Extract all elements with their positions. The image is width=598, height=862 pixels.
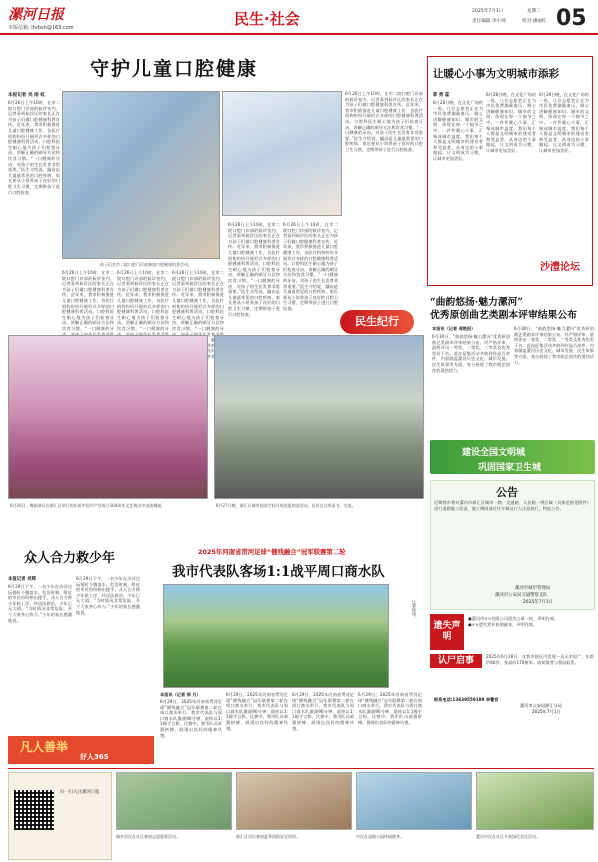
story3-body-col1: 6月29日下午，一名少年在沙河边玩耍时不慎落水。危急时刻，附近的市民纷纷伸出援手，众人合力将少年救上岸。经送医救治，少年已无大碍。“当时情况非常危险，多亏大家齐心协力。”少年的家长感激地说。 — [8, 584, 72, 623]
football-photo — [163, 584, 389, 688]
newspaper-logo: 漯河日报 — [8, 7, 64, 23]
commentary-body-col2: 6月28日晚，在文化广场的一角，几位志愿者正在为市民免费测量血压，耐心讲解健康知识。城市的文明，体现在每一个细节之中。一件件暖心小事，汇聚成城市温度。我们每个人都是文明城市的建设者和受益者，从身边的小事做起，让文明成为习惯，让城市更加美好。 — [486, 92, 536, 153]
lead-body-col1: 6月26日上午10时，在市二院口腔门诊部的候诊室内，记者看到候诊区的家长正在为孩子们做口腔健康科普宣传。近年来，我市积极推进儿童口腔健康工作，各医疗机构纷纷开展形式多样的口腔健康科普活动。口腔科医生耐心地为孩子们检查牙齿，讲解正确的刷牙方法和饮食习惯。“一口健康的牙齿，对孩子的生长发育非常重要。”医生介绍说，龋齿是儿童最常见的口腔疾病，家长要从小培养孩子良好的口腔卫生习惯，定期带孩子进行口腔检查。 — [8, 100, 60, 195]
story4-body-col2: 6月29日，2025年河南省贯河足球“健残融合”冠军联赛第二轮在周口商水举行。我市代表队与周口商水队激战90分钟，最终以1:1握手言和。比赛中，我市队员顽强拼搏，展现出良好的精神风貌。 — [226, 692, 288, 731]
lead-body-col2: 6月26日上午10时，在市二院口腔门诊部的候诊室内，记者看到候诊区的家长正在为孩子们做口腔健康科普宣传。近年来，我市积极推进儿童口腔健康工作，各医疗机构纷纷开展形式多样的口腔健康科普活动。口腔科医生耐心地为孩子们检查牙齿，讲解正确的刷牙方法和饮食习惯。“一口健康的牙 — [62, 270, 114, 331]
section-email: 本版信箱: lhrbsh@163.com — [8, 25, 74, 31]
bottom-photo-2 — [236, 772, 352, 830]
lead-body-col4: 6月26日上午10时，在市二院口腔门诊部的候诊室内，记者看到候诊区的家长正在为孩子们做口腔健康科普宣传。近年来，我市积极推进儿童口腔健康工作，各医疗机构纷纷开展形式多样的口腔健康科普活动。口腔科医生耐心地为孩子们检查牙齿，讲解正确的刷牙方法和饮食习惯。“一口健康的牙 长发育 说，龋 腔疾病 良 带 — [172, 270, 224, 359]
notice-title: 公告 — [496, 486, 518, 499]
masthead-rule — [0, 33, 598, 35]
bottom-rule — [8, 768, 594, 769]
story2-headline: “曲韵悠扬·魅力漯河” 优秀原创曲艺类剧本评审结果公布 — [430, 297, 577, 321]
story3-headline: 众人合力救少年 — [24, 551, 116, 566]
kindness-ad-title: 凡人善举 — [20, 740, 69, 754]
story4-body-col3: 6月29日，2025年河南省贯河足球“健残融合”冠军联赛第二轮在周口商水举行。我市代表队与周口商水队激战90分钟，最终以1:1握手言和。比赛中，我市队员顽强拼搏，展现出良好的精神风貌。 — [292, 692, 354, 731]
commentary-headline: 让暖心小事为文明城市添彩 — [433, 68, 559, 80]
lost-body: ●漯河市××有限公司遗失公章一枚，声明作废。 ●××遗失营业执照副本，声明作废。 — [468, 616, 559, 627]
dance-caption: 6月26日，舞蹈演员在源汇区举行的庆祝中国共产党成立104周年文艺演出中表演舞蹈。 — [10, 503, 166, 508]
story2-byline: 本报讯（记者 邢艳阳） — [432, 326, 476, 331]
corpse-notice-org: 漯河市公安局源汇分局 — [520, 703, 562, 708]
lead-photo — [62, 91, 220, 259]
bottom-caption-2: 源汇区居民参加夏季消防安全培训。 — [236, 834, 300, 839]
lost-label: 遗失声明 — [430, 614, 464, 650]
bottom-photo-4 — [476, 772, 594, 830]
commentary-body-col1: 6月28日晚，在文化广场的一角，几位志愿者正在为市民免费测量血压，耐心讲解健康知识。城市的文明，体现在每一个细节之中。一件件暖心小事，汇聚成城市温度。我们每个人都是文明城市的建设者和受益者，从身边的小事做起，让文明成为习惯，让城市更加美好。 — [433, 100, 483, 161]
story4-headline: 我市代表队客场1:1战平周口商水队 — [172, 564, 385, 580]
forum-logo: 沙澧论坛 — [540, 262, 580, 273]
kindness-ad-subtitle: 好人365 — [80, 753, 109, 761]
lead-body-col5: 6月26日上午10时，在市二院口腔门诊部的候诊室内，记者看到候诊区的家长正在为孩子们做口腔健康科普宣传。近年来，我市积极推进儿童口腔健康工作，各医疗机构纷纷开展形式多样的口腔健康科普活动。口腔科医生耐心地为孩子们检查牙齿，讲解正确的刷牙方法和饮食习惯。“一口健康的牙齿，对孩子的生长发育非常重要。”医生介绍说，龋齿是儿童最常见的口腔疾病，家长要从小培养孩子良好的口腔卫生习惯，定期带孩子进行口腔检查。 — [228, 222, 280, 317]
commentary-body-col3: 6月28日晚，在文化广场的一角，几位志愿者正在为市民免费测量血压，耐心讲解健康知识。城市的文明，体现在每一个细节之中。一件件暖心小事，汇聚成城市温度。我们每个人都是文明城市的建设者和受益者，从身边的小事做起，让文明成为习惯，让城市更加美好。 — [539, 92, 589, 153]
story3-body-col2: 6月29日下午，一名少年在沙河边玩耍时不慎落水。危急时刻，附近的市民纷纷伸出援手，众人合力将少年救上岸。经送医救治，少年已无大碍。“当时情况非常危险，多亏大家齐心协力。”少年的家长感激地说。 — [76, 576, 140, 615]
lead-byline: 本报记者 吴 雨 虹 — [8, 93, 45, 98]
lead-headline: 守护儿童口腔健康 — [90, 58, 259, 80]
commentary-byline: 郭 勇 蕊 — [433, 93, 450, 98]
corpse-notice-label: 认尸启事 — [430, 654, 482, 668]
bottom-caption-1: 城乡居民在社区参加志愿服务活动。 — [116, 834, 180, 839]
issue-weekday: 星期二 — [527, 9, 541, 14]
reading-caption: 6月27日晚，源汇区城市阅读空间开展消夏纳凉活动，居民在这里看书、交流。 — [216, 503, 356, 508]
reading-space-photo — [214, 335, 424, 499]
corpse-notice-body: 2025年6月28日，在我市辖区内发现一具无名男尸，年龄约60岁，身高约170厘米。请知情者与我局联系。 — [486, 654, 594, 665]
qr-label: 扫一扫关注漯河日报 — [60, 790, 100, 795]
story3-byline: 本报记者 肖辉 — [8, 577, 36, 582]
story2-body-col1: 6月30日，“曲韵悠扬·魅力漯河”优秀原创曲艺类剧本评审结果公布。经严格评审，最终评出一等奖、二等奖、三等奖及优秀奖若干名。此次征集活动共收到作品百余件，内容涵盖漯河历史文化、城市发展、民生故事等方面，充分展现了我市曲艺创作的蓬勃活力。 — [432, 334, 510, 373]
corpse-notice-contact: 联系电话:13839559189 李警官 — [434, 697, 499, 702]
minsheng-label: 民生纪行 — [340, 310, 414, 334]
bottom-caption-4: 漯河市民在社区开展绿化美化活动。 — [476, 834, 540, 839]
editor-credit: 责任编辑:李小帅 — [472, 19, 506, 24]
corpse-notice-date: 2025年7月1日 — [532, 709, 561, 714]
dentist-photo — [222, 91, 342, 216]
football-caption: 比赛现场。 — [412, 600, 417, 620]
story4-byline: 本报讯（记者 邢 月） — [160, 692, 201, 697]
story2-body-col2: 6月30日，“曲韵悠扬·魅力漯河”优秀原创曲艺类剧本评审结果公布。经严格评审，最终评出一等奖、二等奖、三等奖及优秀奖若干名。此次征集活动共收到作品百余件，内容涵盖漯河历史文化、城市发展、民生故事等方面，充分展现了我市曲艺创作的蓬勃活力。 — [514, 326, 594, 365]
bottom-caption-3: 市民在湿地公园休闲健身。 — [356, 834, 404, 839]
civilization-banner-line2: 巩固国家卫生城 — [478, 463, 542, 473]
notice-org1: 漯河市城市管理局 — [515, 586, 551, 591]
lead-body-col3: 6月26日上午10时，在市二院口腔门诊部的候诊室内，记者看到候诊区的家长正在为孩子们做口腔健康科普宣传。近年来，我市积极推进儿童口腔健康工作，各医疗机构纷纷开展形式多样的口腔健康科普活动。口腔科医生耐心地为孩子们检查牙齿，讲解正确的刷牙方法和饮食习惯。“一口健康的牙 — [117, 270, 169, 331]
story4-kicker: 2025年河南省贯河足球“健残融合”冠军联赛第二轮 — [198, 548, 346, 556]
lead-body-col7: 6月26日上午10时，在市二院口腔门诊部的候诊室内，记者看到候诊区的家长正在为孩子们做口腔健康科普宣传。近年来，我市积极推进儿童口腔健康工作，各医疗机构纷纷开展形式多样的口腔健康科普活动。口腔科医生耐心地为孩子们检查牙齿，讲解正确的刷牙方法和饮食习惯。“一口健康的牙齿，对孩子的生长发育非常重要。”医生介绍说，龋齿是儿童最常见的口腔疾病，家长要从小培养孩子良好的口腔卫生习惯，定期带孩子进行口腔检查。 — [345, 91, 423, 152]
lead-photo-caption: 孩子们在市二院口腔门诊部参加口腔健康科普活动。 — [100, 262, 192, 267]
bottom-photo-1 — [116, 772, 232, 830]
notice-date: 2025年7月1日 — [523, 600, 553, 605]
story4-body-col1: 6月29日，2025年河南省贯河足球“健残融合”冠军联赛第二轮在周口商水举行。我市代表队与周口商水队激战90分钟，最终以1:1握手言和。比赛中，我市队员顽强拼搏，展现出良好的精神风貌。 — [160, 699, 222, 738]
bottom-photo-3 — [356, 772, 472, 830]
issue-date: 2025年7月1日 — [472, 9, 504, 14]
lead-body-col6: 6月26日上午10时，在市二院口腔门诊部的候诊室内，记者看到候诊区的家长正在为孩子们做口腔健康科普宣传。近年来，我市积极推进儿童口腔健康工作，各医疗机构纷纷开展形式多样的口腔健康科普活动。口腔科医生耐心地为孩子们检查牙齿，讲解正确的刷牙方法和饮食习惯。“一口健康的牙齿，对孩子的生长发育非常重要。”医生介绍说，龋齿是儿童最常见的口腔疾病，家长要从小培养孩子良好的口腔卫生习惯，定期带孩子进行口腔检查。 — [283, 222, 338, 311]
dance-photo — [8, 335, 208, 499]
page-number: 05 — [556, 6, 587, 31]
story4-body-col4: 6月29日，2025年河南省贯河足球“健残融合”冠军联赛第二轮在周口商水举行。我市代表队与周口商水队激战90分钟，最终以1:1握手言和。比赛中，我市队员顽强拼搏，展现出良好的精神风貌。 — [358, 692, 422, 725]
notice-body: 近期我市将对漯河市源汇区城市一路、交通路、人民路一带区域（具体范围见附件）进行道路施工改造，施工期间请过往车辆及行人注意绕行。特此公告。 — [434, 500, 591, 511]
notice-org2: 漯河市公安局交通警察支队 — [495, 593, 548, 598]
section-title: 民生·社会 — [234, 10, 300, 28]
qr-code — [14, 790, 54, 830]
proof-credit: 校对:潘丽红 — [522, 19, 547, 24]
civilization-banner-line1: 建设全国文明城 — [462, 448, 526, 458]
